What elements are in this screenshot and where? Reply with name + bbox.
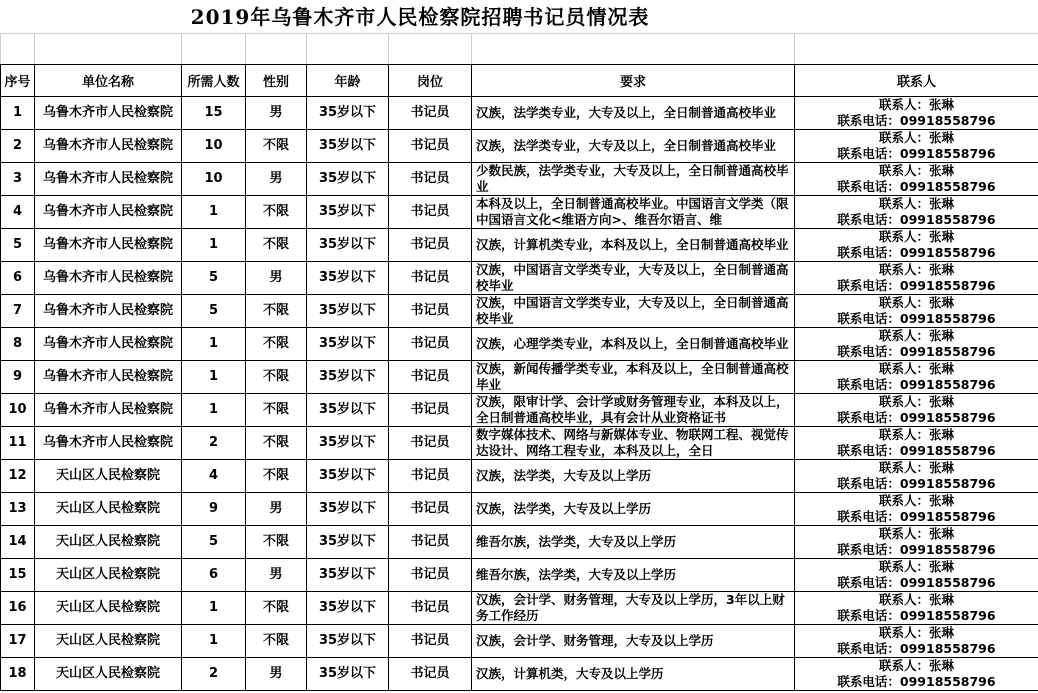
empty-grid-row [0,33,1038,65]
cell-unit[interactable]: 乌鲁木齐市人民检察院 [35,427,182,460]
contact-phone: 联系电话：09918558796 [837,443,996,458]
contact-name: 联系人：张琳 [878,229,954,244]
contact-phone: 联系电话：09918558796 [837,179,996,194]
table-row [1,328,1038,361]
contact-phone: 联系电话：09918558796 [837,146,996,161]
cell-gender[interactable]: 不限 [246,196,307,229]
cell-contact[interactable] [795,394,1038,427]
cell-count[interactable]: 1 [182,229,246,262]
cell-age[interactable]: 35岁以下 [307,97,389,130]
cell-age[interactable]: 35岁以下 [307,295,389,328]
requirements-text: 汉族，法学类，大专及以上学历 [476,468,652,483]
cell-unit[interactable]: 天山区人民检察院 [35,493,182,526]
contact-name: 联系人：张琳 [878,328,954,343]
requirements-text: 汉族，中国语言文学类专业，大专及以上，全日制普通高校毕业 [476,295,789,326]
contact-phone: 联系电话：09918558796 [837,608,996,623]
cell-count[interactable]: 9 [182,493,246,526]
contact-phone: 联系电话：09918558796 [837,674,996,689]
cell-count[interactable]: 2 [182,427,246,460]
cell-count[interactable]: 6 [182,559,246,592]
cell-requirements[interactable] [472,262,795,295]
grid-cell[interactable] [182,34,246,65]
cell-unit[interactable]: 天山区人民检察院 [35,625,182,658]
title-row [0,0,1038,33]
requirements-text: 汉族，法学类专业，大专及以上，全日制普通高校毕业 [476,138,777,153]
page-title: 2019年乌鲁木齐市人民检察院招聘书记员情况表 [190,5,650,29]
grid-cell[interactable] [307,34,389,65]
cell-age[interactable]: 35岁以下 [307,328,389,361]
cell-count[interactable]: 15 [182,97,246,130]
cell-index[interactable]: 10 [1,394,35,427]
contact-name: 联系人：张琳 [878,592,954,607]
cell-contact[interactable] [795,130,1038,163]
cell-contact[interactable] [795,427,1038,460]
requirements-text: 汉族，会计学、财务管理，大专及以上学历 [476,633,714,648]
cell-index[interactable]: 14 [1,526,35,559]
cell-gender[interactable]: 男 [246,559,307,592]
cell-position[interactable]: 书记员 [389,460,472,493]
cell-gender[interactable]: 不限 [246,625,307,658]
table-row [1,394,1038,427]
cell-age[interactable]: 35岁以下 [307,163,389,196]
table-row [1,295,1038,328]
contact-name: 联系人：张琳 [878,658,954,673]
cell-requirements[interactable] [472,592,795,625]
cell-gender[interactable]: 男 [246,493,307,526]
cell-index[interactable]: 16 [1,592,35,625]
cell-unit[interactable]: 乌鲁木齐市人民检察院 [35,394,182,427]
table-row [1,658,1038,691]
cell-position[interactable]: 书记员 [389,262,472,295]
cell-unit[interactable]: 乌鲁木齐市人民检察院 [35,361,182,394]
cell-contact[interactable] [795,658,1038,691]
cell-gender[interactable]: 不限 [246,394,307,427]
cell-age[interactable]: 35岁以下 [307,229,389,262]
cell-requirements[interactable] [472,460,795,493]
cell-gender[interactable]: 不限 [246,229,307,262]
contact-phone: 联系电话：09918558796 [837,641,996,656]
cell-gender[interactable]: 不限 [246,361,307,394]
header-unit[interactable]: 单位名称 [35,65,182,97]
requirements-text: 汉族，法学类专业，大专及以上，全日制普通高校毕业 [476,105,777,120]
cell-gender[interactable]: 男 [246,262,307,295]
cell-contact[interactable] [795,361,1038,394]
contact-phone: 联系电话：09918558796 [837,113,996,128]
requirements-text: 汉族，心理学类专业，本科及以上，全日制普通高校毕业 [476,336,789,351]
cell-position[interactable]: 书记员 [389,229,472,262]
contact-name: 联系人：张琳 [878,262,954,277]
cell-count[interactable]: 5 [182,295,246,328]
requirements-text: 汉族，限审计学、会计学或财务管理专业，本科及以上，全日制普通高校毕业，具有会计从业资格证书 [476,394,789,425]
table-row [1,196,1038,229]
cell-unit[interactable]: 乌鲁木齐市人民检察院 [35,328,182,361]
requirements-text: 少数民族，法学类专业，大专及以上，全日制普通高校毕业 [476,163,789,194]
cell-contact[interactable] [795,493,1038,526]
contact-name: 联系人：张琳 [878,394,954,409]
table-row [1,262,1038,295]
cell-count[interactable]: 2 [182,658,246,691]
contact-name: 联系人：张琳 [878,493,954,508]
cell-gender[interactable]: 男 [246,97,307,130]
cell-requirements[interactable] [472,163,795,196]
requirements-text: 数字媒体技术、网络与新媒体专业、物联网工程、视觉传达设计、网络工程专业，本科及以上，全日 [476,427,789,458]
cell-unit[interactable]: 乌鲁木齐市人民检察院 [35,229,182,262]
cell-contact[interactable] [795,229,1038,262]
header-position[interactable]: 岗位 [389,65,472,97]
header-index[interactable]: 序号 [1,65,35,97]
requirements-text: 汉族，会计学、财务管理，大专及以上学历，3年以上财务工作经历 [476,592,785,623]
contact-phone: 联系电话：09918558796 [837,311,996,326]
cell-position[interactable]: 书记员 [389,427,472,460]
header-requirements[interactable]: 要求 [472,65,795,97]
header-gender[interactable]: 性别 [246,65,307,97]
cell-count[interactable]: 5 [182,262,246,295]
cell-contact[interactable] [795,559,1038,592]
cell-age[interactable]: 35岁以下 [307,196,389,229]
contact-phone: 联系电话：09918558796 [837,212,996,227]
cell-requirements[interactable] [472,295,795,328]
cell-index[interactable]: 6 [1,262,35,295]
cell-requirements[interactable] [472,658,795,691]
cell-unit[interactable]: 乌鲁木齐市人民检察院 [35,97,182,130]
cell-position[interactable]: 书记员 [389,361,472,394]
cell-index[interactable]: 4 [1,196,35,229]
cell-requirements[interactable] [472,229,795,262]
contact-name: 联系人：张琳 [878,163,954,178]
cell-index[interactable]: 15 [1,559,35,592]
contact-name: 联系人：张琳 [878,559,954,574]
cell-unit[interactable]: 天山区人民检察院 [35,658,182,691]
contact-phone: 联系电话：09918558796 [837,410,996,425]
cell-position[interactable]: 书记员 [389,328,472,361]
cell-requirements[interactable] [472,361,795,394]
requirements-text: 汉族，计算机类专业，本科及以上，全日制普通高校毕业 [476,237,789,252]
requirements-text: 维吾尔族，法学类，大专及以上学历 [476,567,677,582]
cell-gender[interactable]: 不限 [246,295,307,328]
cell-age[interactable]: 35岁以下 [307,394,389,427]
contact-phone: 联系电话：09918558796 [837,509,996,524]
cell-count[interactable]: 1 [182,625,246,658]
cell-contact[interactable] [795,625,1038,658]
cell-requirements[interactable] [472,130,795,163]
grid-cell[interactable] [35,34,182,65]
cell-gender[interactable]: 不限 [246,427,307,460]
requirements-text: 汉族，中国语言文学类专业，大专及以上，全日制普通高校毕业 [476,262,789,293]
cell-position[interactable]: 书记员 [389,493,472,526]
cell-contact[interactable] [795,196,1038,229]
contact-phone: 联系电话：09918558796 [837,278,996,293]
cell-unit[interactable]: 乌鲁木齐市人民检察院 [35,163,182,196]
cell-age[interactable]: 35岁以下 [307,460,389,493]
grid-cell[interactable] [389,34,472,65]
cell-index[interactable]: 17 [1,625,35,658]
table-row [1,592,1038,625]
cell-age[interactable]: 35岁以下 [307,130,389,163]
cell-age[interactable]: 35岁以下 [307,658,389,691]
header-age[interactable]: 年龄 [307,65,389,97]
cell-count[interactable]: 10 [182,130,246,163]
cell-unit[interactable]: 天山区人民检察院 [35,592,182,625]
cell-position[interactable]: 书记员 [389,592,472,625]
contact-name: 联系人：张琳 [878,130,954,145]
cell-index[interactable]: 7 [1,295,35,328]
cell-age[interactable]: 35岁以下 [307,493,389,526]
cell-index[interactable]: 8 [1,328,35,361]
table-row [1,559,1038,592]
contact-phone: 联系电话：09918558796 [837,542,996,557]
cell-position[interactable]: 书记员 [389,295,472,328]
cell-contact[interactable] [795,592,1038,625]
cell-position[interactable]: 书记员 [389,658,472,691]
requirements-text: 本科及以上，全日制普通高校毕业。中国语言文学类（限中国语言文化<维语方向>、维吾尔语言、维 [476,196,789,227]
cell-count[interactable]: 5 [182,526,246,559]
cell-contact[interactable] [795,163,1038,196]
contact-phone: 联系电话：09918558796 [837,476,996,491]
contact-name: 联系人：张琳 [878,295,954,310]
cell-requirements[interactable] [472,625,795,658]
cell-age[interactable]: 35岁以下 [307,262,389,295]
cell-position[interactable]: 书记员 [389,625,472,658]
cell-unit[interactable]: 乌鲁木齐市人民检察院 [35,295,182,328]
table-row [1,163,1038,196]
cell-requirements[interactable] [472,493,795,526]
cell-count[interactable]: 1 [182,394,246,427]
cell-contact[interactable] [795,97,1038,130]
table-row [1,130,1038,163]
cell-position[interactable]: 书记员 [389,163,472,196]
cell-index[interactable]: 9 [1,361,35,394]
table-row [1,229,1038,262]
cell-gender[interactable]: 不限 [246,328,307,361]
cell-index[interactable]: 3 [1,163,35,196]
contact-phone: 联系电话：09918558796 [837,377,996,392]
cell-contact[interactable] [795,262,1038,295]
cell-index[interactable]: 1 [1,97,35,130]
cell-count[interactable]: 10 [182,163,246,196]
table-row [1,460,1038,493]
contact-name: 联系人：张琳 [878,460,954,475]
header-count[interactable]: 所需人数 [182,65,246,97]
cell-unit[interactable]: 乌鲁木齐市人民检察院 [35,262,182,295]
contact-name: 联系人：张琳 [878,625,954,640]
requirements-text: 汉族，法学类，大专及以上学历 [476,501,652,516]
cell-gender[interactable]: 不限 [246,130,307,163]
cell-requirements[interactable] [472,394,795,427]
cell-requirements[interactable] [472,328,795,361]
grid-cell[interactable] [1,34,35,65]
cell-gender[interactable]: 不限 [246,526,307,559]
requirements-text: 维吾尔族，法学类，大专及以上学历 [476,534,677,549]
cell-position[interactable]: 书记员 [389,394,472,427]
cell-unit[interactable]: 天山区人民检察院 [35,526,182,559]
cell-position[interactable]: 书记员 [389,559,472,592]
cell-unit[interactable]: 天山区人民检察院 [35,559,182,592]
cell-requirements[interactable] [472,196,795,229]
cell-index[interactable]: 13 [1,493,35,526]
cell-gender[interactable]: 不限 [246,460,307,493]
contact-phone: 联系电话：09918558796 [837,575,996,590]
contact-phone: 联系电话：09918558796 [837,245,996,260]
cell-position[interactable]: 书记员 [389,97,472,130]
requirements-text: 汉族，计算机类，大专及以上学历 [476,666,664,681]
table-row [1,97,1038,130]
header-contact[interactable]: 联系人 [795,65,1038,97]
cell-index[interactable]: 12 [1,460,35,493]
table-row [1,427,1038,460]
contact-name: 联系人：张琳 [878,361,954,376]
cell-contact[interactable] [795,460,1038,493]
cell-requirements[interactable] [472,97,795,130]
cell-contact[interactable] [795,328,1038,361]
cell-contact[interactable] [795,295,1038,328]
cell-requirements[interactable] [472,427,795,460]
grid-cell[interactable] [472,34,795,65]
cell-gender[interactable]: 不限 [246,592,307,625]
cell-position[interactable]: 书记员 [389,130,472,163]
cell-gender[interactable]: 男 [246,658,307,691]
table-row [1,361,1038,394]
cell-index[interactable]: 18 [1,658,35,691]
cell-age[interactable]: 35岁以下 [307,592,389,625]
cell-count[interactable]: 1 [182,592,246,625]
cell-contact[interactable] [795,526,1038,559]
contact-phone: 联系电话：09918558796 [837,344,996,359]
cell-index[interactable]: 11 [1,427,35,460]
contact-name: 联系人：张琳 [878,97,954,112]
cell-unit[interactable]: 乌鲁木齐市人民检察院 [35,130,182,163]
cell-index[interactable]: 2 [1,130,35,163]
cell-index[interactable]: 5 [1,229,35,262]
cell-count[interactable]: 1 [182,196,246,229]
recruitment-table [0,64,1038,691]
contact-name: 联系人：张琳 [878,196,954,211]
cell-unit[interactable]: 天山区人民检察院 [35,460,182,493]
grid-cell[interactable] [795,34,1038,65]
contact-name: 联系人：张琳 [878,427,954,442]
cell-count[interactable]: 4 [182,460,246,493]
requirements-text: 汉族，新闻传播学类专业，本科及以上，全日制普通高校毕业 [476,361,789,392]
cell-requirements[interactable] [472,526,795,559]
table-row [1,526,1038,559]
header-row [1,65,1038,97]
grid-cell[interactable] [246,34,307,65]
cell-age[interactable]: 35岁以下 [307,625,389,658]
cell-age[interactable]: 35岁以下 [307,427,389,460]
cell-position[interactable]: 书记员 [389,526,472,559]
cell-requirements[interactable] [472,559,795,592]
cell-gender[interactable]: 男 [246,163,307,196]
table-row [1,625,1038,658]
cell-unit[interactable]: 乌鲁木齐市人民检察院 [35,196,182,229]
cell-count[interactable]: 1 [182,328,246,361]
cell-position[interactable]: 书记员 [389,196,472,229]
cell-age[interactable]: 35岁以下 [307,361,389,394]
cell-count[interactable]: 1 [182,361,246,394]
cell-age[interactable]: 35岁以下 [307,526,389,559]
contact-name: 联系人：张琳 [878,526,954,541]
table-row [1,493,1038,526]
cell-age[interactable]: 35岁以下 [307,559,389,592]
